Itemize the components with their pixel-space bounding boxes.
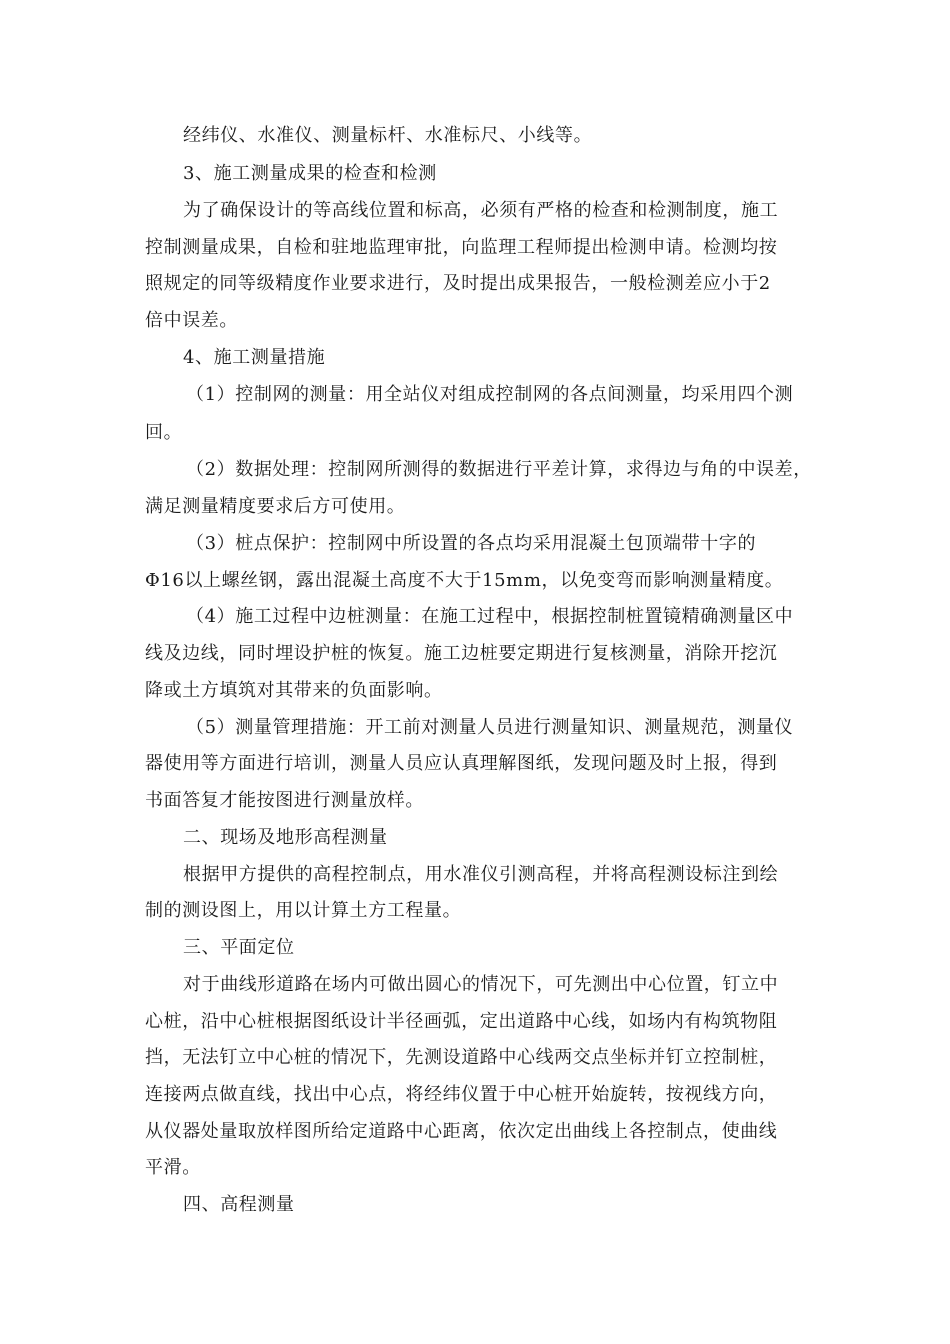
section-heading: 3、施工测量成果的检查和检测 <box>183 163 437 184</box>
paragraph-line: 对于曲线形道路在场内可做出圆心的情况下，可先测出中心位置，钉立中 <box>183 974 779 995</box>
paragraph-line: 线及边线，同时埋设护桩的恢复。施工边桩要定期进行复核测量，消除开挖沉 <box>145 643 778 664</box>
section-heading: 三、平面定位 <box>183 937 295 958</box>
paragraph-line: 照规定的同等级精度作业要求进行，及时提出成果报告，一般检测差应小于2 <box>145 273 771 294</box>
paragraph-line: 书面答复才能按图进行测量放样。 <box>145 790 424 811</box>
paragraph-line: 控制测量成果，自检和驻地监理审批，向监理工程师提出检测申请。检测均按 <box>145 237 778 258</box>
paragraph-line: 满足测量精度要求后方可使用。 <box>145 496 406 517</box>
paragraph-line: 心桩，沿中心桩根据图纸设计半径画弧，定出道路中心线，如场内有构筑物阻 <box>145 1011 778 1032</box>
section-heading: 4、施工测量措施 <box>183 347 326 368</box>
paragraph-line: 根据甲方提供的高程控制点，用水准仪引测高程，并将高程测设标注到绘 <box>183 864 779 885</box>
section-heading: 二、现场及地形高程测量 <box>183 827 388 848</box>
paragraph-line: 平滑。 <box>145 1157 201 1178</box>
paragraph-line: 回。 <box>145 422 183 443</box>
paragraph-line: Φ16以上螺丝钢，露出混凝土高度不大于15mm，以免变弯而影响测量精度。 <box>145 570 784 591</box>
paragraph-line: 从仪器处量取放样图所给定道路中心距离，依次定出曲线上各控制点，使曲线 <box>145 1121 778 1142</box>
paragraph-line: （1）控制网的测量：用全站仪对组成控制网的各点间测量，均采用四个测 <box>186 384 794 405</box>
paragraph-line: 为了确保设计的等高线位置和标高，必须有严格的检查和检测制度，施工 <box>183 200 779 221</box>
paragraph-line: （2）数据处理：控制网所测得的数据进行平差计算，求得边与角的中误差， <box>186 459 812 480</box>
paragraph-line: （3）桩点保护：控制网中所设置的各点均采用混凝土包顶端带十字的 <box>186 533 757 554</box>
paragraph-line: 制的测设图上，用以计算土方工程量。 <box>145 900 462 921</box>
body-text-line: 经纬仪、水准仪、测量标杆、水准标尺、小线等。 <box>183 125 593 146</box>
paragraph-line: （5）测量管理措施：开工前对测量人员进行测量知识、测量规范，测量仪 <box>186 717 794 738</box>
paragraph-line: 降或土方填筑对其带来的负面影响。 <box>145 680 443 701</box>
section-heading: 四、高程测量 <box>183 1194 295 1215</box>
paragraph-line: 器使用等方面进行培训，测量人员应认真理解图纸，发现问题及时上报，得到 <box>145 753 778 774</box>
paragraph-line: 倍中误差。 <box>145 310 238 331</box>
paragraph-line: 连接两点做直线，找出中心点，将经纬仪置于中心桩开始旋转，按视线方向， <box>145 1084 778 1105</box>
paragraph-line: 挡，无法钉立中心桩的情况下，先测设道路中心线两交点坐标并钉立控制桩， <box>145 1047 778 1068</box>
paragraph-line: （4）施工过程中边桩测量：在施工过程中，根据控制桩置镜精确测量区中 <box>186 606 794 627</box>
